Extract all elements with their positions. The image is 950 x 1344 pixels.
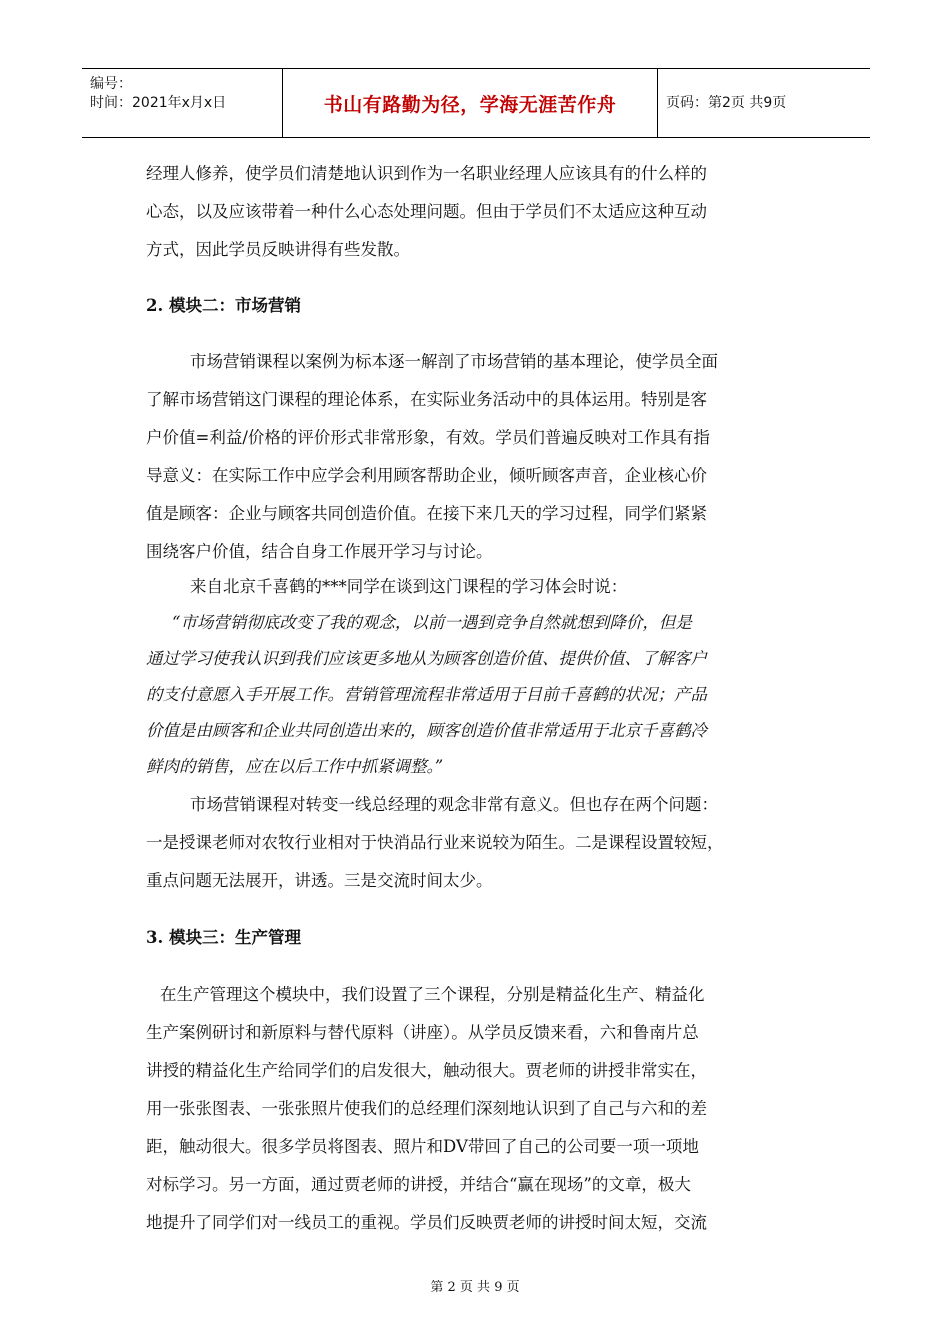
header-motto: 书山有路勤为径，学海无涯苦作舟 xyxy=(323,93,617,116)
quote-line: 价值是由顾客和企业共同创造出来的，顾客创造价值非常适用于北京千喜鹤冷 xyxy=(146,721,707,740)
body-line: 生产案例研讨和新原料与替代原料（讲座）。从学员反馈来看，六和鲁南片总 xyxy=(146,1023,699,1042)
body-line: 来自北京千喜鹤的***同学在谈到这门课程的学习体会时说： xyxy=(190,577,628,596)
body-line: 重点问题无法展开，讲透。三是交流时间太少。 xyxy=(146,871,493,890)
body-line: 经理人修养，使学员们清楚地认识到作为一名职业经理人应该具有的什么样的 xyxy=(146,164,707,183)
doc-number-label: 编号： xyxy=(90,76,132,92)
body-line: 对标学习。另一方面，通过贾老师的讲授，并结合“赢在现场”的文章，极大 xyxy=(146,1175,691,1194)
body-line: 市场营销课程以案例为标本逐一解剖了市场营销的基本理论，使学员全面 xyxy=(190,352,718,371)
section-heading: 3. 模块三：生产管理 xyxy=(146,928,301,947)
quote-line: 通过学习使我认识到我们应该更多地从为顾客创造价值、提供价值、了解客户 xyxy=(146,649,707,668)
body-line: 用一张张图表、一张张照片使我们的总经理们深刻地认识到了自己与六和的差 xyxy=(146,1099,707,1118)
body-line: 了解市场营销这门课程的理论体系，在实际业务活动中的具体运用。特别是客 xyxy=(146,390,707,409)
body-line: 围绕客户价值，结合自身工作展开学习与讨论。 xyxy=(146,542,493,561)
body-line: 值是顾客：企业与顾客共同创造价值。在接下来几天的学习过程，同学们紧紧 xyxy=(146,504,707,523)
page-footer: 第 2 页 共 9 页 xyxy=(430,1280,520,1295)
doc-date-label: 时间：2021年x月x日 xyxy=(90,95,227,111)
body-line: 一是授课老师对农牧行业相对于快消品行业来说较为陌生。二是课程设置较短， xyxy=(146,833,724,852)
body-line: 在生产管理这个模块中，我们设置了三个课程，分别是精益化生产、精益化 xyxy=(160,985,705,1004)
quote-line: “市场营销彻底改变了我的观念，以前一遇到竞争自然就想到降价，但是 xyxy=(172,613,692,632)
body-line: 地提升了同学们对一线员工的重视。学员们反映贾老师的讲授时间太短，交流 xyxy=(146,1213,707,1232)
header-motto-cell xyxy=(283,69,658,137)
quote-line: 鲜肉的销售，应在以后工作中抓紧调整。” xyxy=(146,757,444,776)
header-page-info: 页码：第2页 共9页 xyxy=(666,94,787,111)
quote-line: 的支付意愿入手开展工作。营销管理流程非常适用于目前千喜鹤的状况；产品 xyxy=(146,685,707,704)
body-line: 户价值=利益/价格的评价形式非常形象，有效。学员们普遍反映对工作具有指 xyxy=(146,428,710,447)
body-line: 心态，以及应该带着一种什么心态处理问题。但由于学员们不太适应这种互动 xyxy=(146,202,707,221)
body-line: 方式，因此学员反映讲得有些发散。 xyxy=(146,240,410,259)
body-line: 距，触动很大。很多学员将图表、照片和DV带回了自己的公司要一项一项地 xyxy=(146,1137,699,1156)
body-line: 导意义：在实际工作中应学会利用顾客帮助企业，倾听顾客声音，企业核心价 xyxy=(146,466,707,485)
body-line: 市场营销课程对转变一线总经理的观念非常有意义。但也存在两个问题： xyxy=(190,795,718,814)
section-heading: 2. 模块二：市场营销 xyxy=(146,296,301,315)
page-header xyxy=(82,68,870,138)
header-page-cell xyxy=(658,69,870,137)
header-meta xyxy=(82,69,283,137)
body-line: 讲授的精益化生产给同学们的启发很大，触动很大。贾老师的讲授非常实在， xyxy=(146,1061,707,1080)
